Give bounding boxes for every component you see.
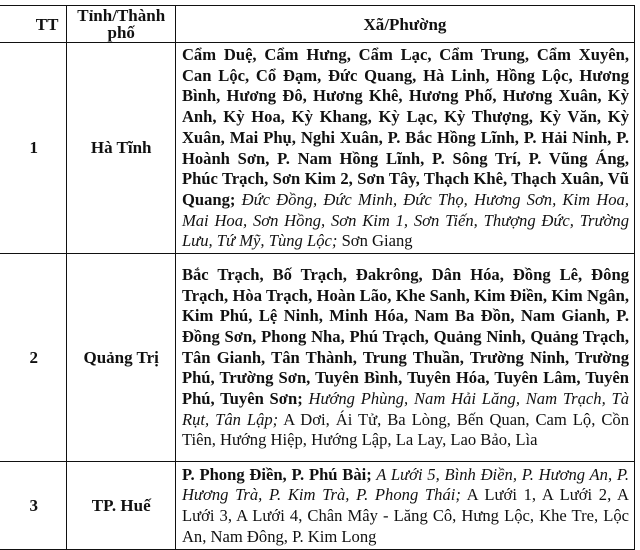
ward-list-normal: A Lưới 1, A Lưới 2, A Lưới 3, A Lưới 4, Chân Mây - Lăng Cô, Hưng Lộc, Khe Tre, Lộc An, Nam Đông, P. Kim Long [181, 485, 629, 546]
header-wards: Xã/Phường [175, 6, 634, 43]
header-tt: TT [0, 6, 67, 43]
table-row [0, 254, 635, 462]
ward-list-bold: Cẩm Duệ, Cẩm Hưng, Cẩm Lạc, Cẩm Trung, Cẩm Xuyên, Can Lộc, Cổ Đạm, Đức Quang, Hà Linh, Hồng Lộc, Hương Bình, Hương Đô, Hương Khê, Hương Phố, Hương Xuân, Kỳ Anh, Kỳ Hoa, Kỳ Khang, Kỳ Lạc, Kỳ Thượng, Kỳ Văn, Kỳ Xuân, Mai Phụ, Nghi Xuân, P. Bắc Hồng Lĩnh, P. Hải Ninh, P. Hoành Sơn, P. Nam Hồng Lĩnh, P. Sông Trí, P. Vũng Áng, Phúc Trạch, Sơn Kim 2, Sơn Tây, Thạch Khê, Thạch Xuân, Vũ Quang; [181, 45, 629, 209]
ward-list-normal: Sơn Giang [337, 231, 413, 251]
table-header-row [0, 6, 635, 43]
ward-list-italic: A Lưới 5, Bình Điền, P. Hương An, P. Hương Trà, P. Kim Trà, P. Phong Thái; [181, 464, 629, 505]
ward-list-bold: Bắc Trạch, Bố Trạch, Đakrông, Dân Hóa, Đồng Lê, Đông Trạch, Hòa Trạch, Hoàn Lão, Khe Sanh, Kim Điền, Kim Ngân, Kim Phú, Lệ Ninh, Minh Hóa, Nam Ba Đồn, Nam Gianh, P. Đồng Sơn, Phong Nha, Phú Trạch, Quảng Ninh, Quảng Trạch, Tân Gianh, Tân Thành, Trung Thuần, Trường Ninh, Trường Phú, Trường Sơn, Tuyên Bình, Tuyên Hóa, Tuyên Lâm, Tuyên Phú, Tuyên Sơn; [181, 264, 629, 409]
row-number: 3 [0, 462, 67, 550]
ward-list-table [0, 5, 635, 550]
ward-list-italic: Đức Đồng, Đức Minh, Đức Thọ, Hương Sơn, Kim Hoa, Mai Hoa, Sơn Hồng, Sơn Kim 1, Sơn Tiến, Thượng Đức, Trường Lưu, Tứ Mỹ, Tùng Lộc; [181, 189, 629, 251]
ward-list-normal: A Dơi, Ái Tử, Ba Lòng, Bến Quan, Cam Lộ, Cồn Tiên, Hướng Hiệp, Hướng Lập, La Lay, Lao Bảo, Lìa [181, 409, 629, 450]
row-number: 1 [0, 43, 67, 254]
ward-list [175, 43, 634, 254]
province-name: TP. Huế [67, 462, 175, 550]
province-name: Hà Tĩnh [67, 43, 175, 254]
header-province: Tỉnh/Thành phố [67, 6, 175, 43]
ward-list-italic: Hướng Phùng, Nam Hải Lăng, Nam Trạch, Tà Rụt, Tân Lập; [181, 389, 629, 429]
province-name: Quảng Trị [67, 254, 175, 462]
ward-list [175, 254, 634, 462]
table-row [0, 462, 635, 550]
ward-list-bold: P. Phong Điền, P. Phú Bài; [181, 464, 372, 484]
table-row [0, 43, 635, 254]
row-number: 2 [0, 254, 67, 462]
ward-list [175, 462, 634, 550]
